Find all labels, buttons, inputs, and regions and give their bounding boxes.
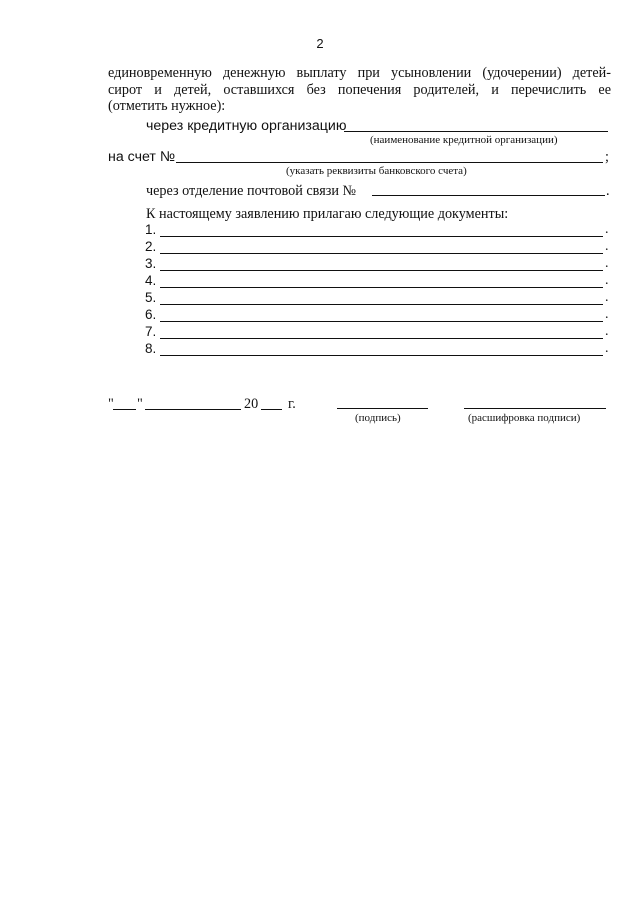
document-field[interactable]: [160, 321, 603, 322]
document-field[interactable]: [160, 236, 603, 237]
post-office-label: через отделение почтовой связи №: [146, 183, 356, 199]
document-end-mark: .: [605, 256, 609, 271]
document-field[interactable]: [160, 304, 603, 305]
document-field[interactable]: [160, 287, 603, 288]
document-end-mark: .: [605, 324, 609, 339]
document-number: 7.: [145, 324, 157, 339]
document-end-mark: .: [605, 290, 609, 305]
intro-paragraph: [108, 65, 611, 115]
post-office-end-mark: .: [606, 183, 610, 199]
document-number: 2.: [145, 239, 157, 254]
account-caption: (указать реквизиты банковского счета): [286, 165, 467, 177]
document-field[interactable]: [160, 338, 603, 339]
document-end-mark: .: [605, 222, 609, 237]
document-end-mark: .: [605, 239, 609, 254]
document-end-mark: .: [605, 273, 609, 288]
signature-caption: (подпись): [355, 412, 401, 424]
credit-org-label: через кредитную организацию: [146, 118, 347, 134]
document-number: 3.: [145, 256, 157, 271]
account-label: на счет №: [108, 149, 176, 165]
document-end-mark: .: [605, 307, 609, 322]
document-number: 8.: [145, 341, 157, 356]
document-number: 1.: [145, 222, 157, 237]
document-number: 4.: [145, 273, 157, 288]
credit-org-caption: (наименование кредитной организации): [370, 134, 558, 146]
month-field[interactable]: [145, 409, 241, 410]
document-field[interactable]: [160, 253, 603, 254]
document-field[interactable]: [160, 270, 603, 271]
intro-line-3: (отметить нужное):: [108, 98, 226, 114]
account-field[interactable]: [176, 162, 603, 163]
year-field[interactable]: [261, 409, 282, 410]
page-number: 2: [316, 36, 324, 51]
document-number: 6.: [145, 307, 157, 322]
document-field[interactable]: [160, 355, 603, 356]
post-office-field[interactable]: [372, 195, 605, 196]
signature-field[interactable]: [337, 408, 428, 409]
year-prefix: 20: [244, 396, 259, 412]
day-field[interactable]: [113, 409, 136, 410]
date-quote-open: ": [108, 396, 114, 412]
document-number: 5.: [145, 290, 157, 305]
account-end-mark: ;: [605, 149, 609, 165]
credit-org-field[interactable]: [344, 131, 608, 132]
signature-decode-field[interactable]: [464, 408, 606, 409]
documents-heading: К настоящему заявлению прилагаю следующие документы:: [146, 206, 509, 222]
signature-decode-caption: (расшифровка подписи): [468, 412, 581, 424]
intro-line-1: единовременную денежную выплату при усыновлении (удочерении) детей-: [108, 65, 611, 81]
year-suffix: г.: [288, 396, 296, 412]
date-quote-close: ": [137, 396, 143, 412]
intro-line-2: сирот и детей, оставшихся без попечения родителей, и перечислить ее: [108, 81, 611, 98]
document-end-mark: .: [605, 341, 609, 356]
